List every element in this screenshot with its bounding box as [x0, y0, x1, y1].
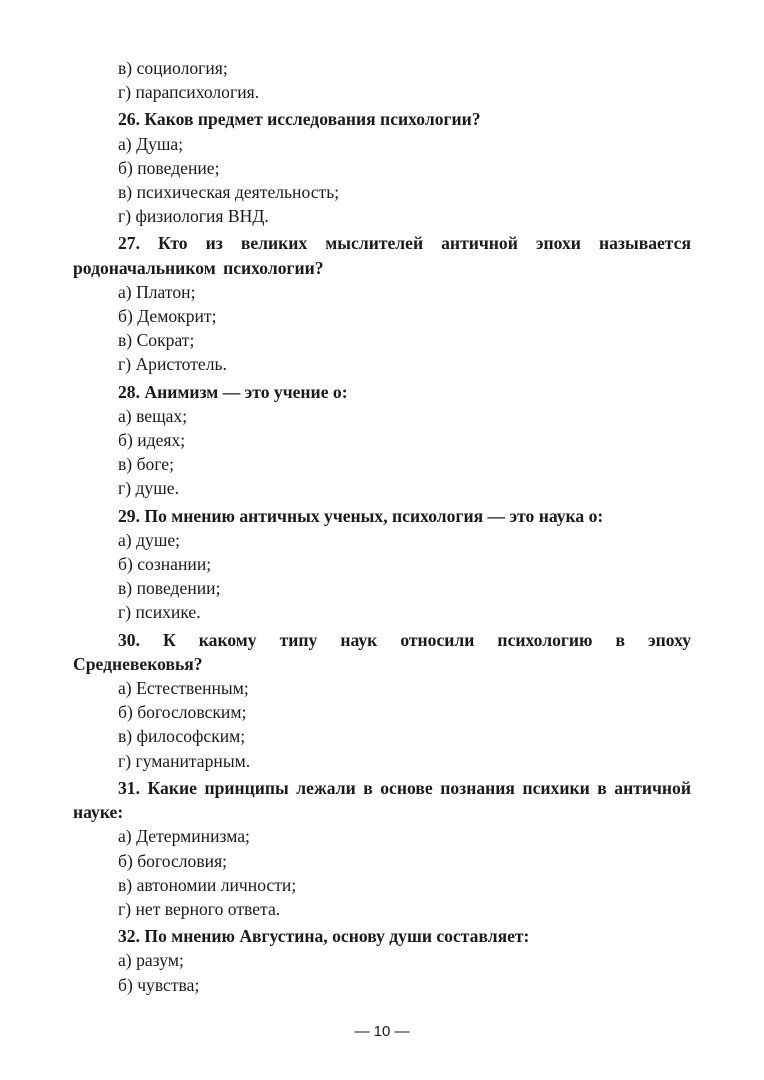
answer-option: а) душе;: [118, 529, 181, 550]
page-number: — 10 —: [354, 1023, 410, 1040]
answer-option: в) философским;: [118, 726, 246, 747]
answer-option: б) идеях;: [118, 430, 186, 451]
question-26-title: 26. Каков предмет исследования психологии?: [118, 109, 481, 130]
answer-option: в) боге;: [118, 454, 174, 475]
answer-option: г) Аристотель.: [118, 354, 227, 375]
question-29-title: 29. По мнению античных ученых, психология — это наука о:: [118, 505, 604, 526]
answer-option: а) Душа;: [118, 133, 184, 154]
answer-option: б) богословия;: [118, 850, 228, 871]
answer-option: а) разум;: [118, 950, 184, 971]
answer-option: а) вещах;: [118, 405, 188, 426]
answer-option: б) Демокрит;: [118, 306, 217, 327]
question-32-title: 32. По мнению Августина, основу души составляет:: [118, 926, 530, 947]
question-31-title: 31. Какие принципы лежали в основе познания психики в античной науке:: [73, 777, 691, 823]
answer-option: г) гуманитарным.: [118, 750, 251, 771]
question-27-title: 27. Кто из великих мыслителей античной эпохи называется родоначальником психологии?: [73, 233, 691, 278]
answer-option: б) богословским;: [118, 702, 247, 723]
answer-option: в) психическая деятельность;: [118, 182, 340, 203]
answer-option: б) поведение;: [118, 157, 220, 178]
answer-option: а) Естественным;: [118, 678, 249, 699]
answer-option: в) автономии личности;: [118, 874, 297, 895]
answer-option: в) Сократ;: [118, 330, 195, 351]
answer-option: г) нет верного ответа.: [118, 898, 281, 919]
page-content: [73, 56, 691, 997]
answer-option: а) Детерминизма;: [118, 826, 250, 847]
answer-option: г) парапсихология.: [118, 82, 260, 103]
question-28-title: 28. Анимизм — это учение о:: [118, 381, 348, 402]
answer-option: б) сознании;: [118, 554, 212, 575]
answer-option: в) поведении;: [118, 578, 221, 599]
answer-option: г) психике.: [118, 602, 201, 623]
answer-option: г) душе.: [118, 478, 179, 499]
answer-option: в) социология;: [118, 58, 228, 78]
answer-option: б) чувства;: [118, 974, 200, 995]
answer-option: г) физиология ВНД.: [118, 206, 269, 227]
question-30-title: 30. К какому типу наук относили психологию в эпоху Средневековья?: [73, 629, 691, 674]
answer-option: а) Платон;: [118, 281, 196, 302]
